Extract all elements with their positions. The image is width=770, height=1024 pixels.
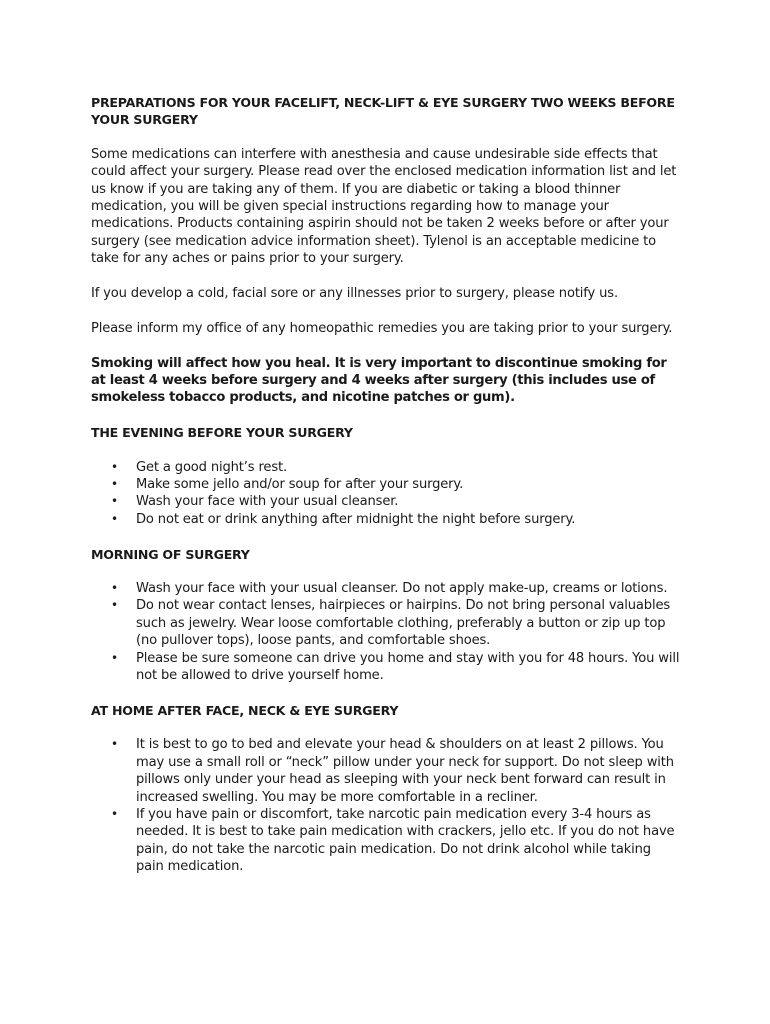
list-item: • Wash your face with your usual cleanser. Do not apply make-up, creams or lotions. xyxy=(91,580,681,597)
list-item: • Get a good night’s rest. xyxy=(91,459,681,476)
section-heading-morning: MORNING OF SURGERY xyxy=(91,546,250,562)
section-heading-preparations: PREPARATIONS FOR YOUR FACELIFT, NECK-LIFT & EYE SURGERY TWO WEEKS BEFORE YOUR SURGERY xyxy=(91,95,675,128)
home-list xyxy=(91,736,681,875)
list-item: • It is best to go to bed and elevate your head & shoulders on at least 2 pillows. You may use a small roll or “neck” pillow under your neck for support. Do not sleep with pillows only under your head as sleeping with your neck bent forward can result in increased swelling. You may be more comfortable in a recliner. xyxy=(91,736,681,806)
section-heading-at-home: AT HOME AFTER FACE, NECK & EYE SURGERY xyxy=(91,702,399,718)
list-item: • Wash your face with your usual cleanser. xyxy=(91,493,681,510)
paragraph-homeopathic: Please inform my office of any homeopathic remedies you are taking prior to your surgery. xyxy=(91,320,673,336)
document-page xyxy=(91,94,681,893)
section-heading-evening: THE EVENING BEFORE YOUR SURGERY xyxy=(91,425,353,441)
list-item: • Do not wear contact lenses, hairpieces or hairpins. Do not bring personal valuables such as jewelry. Wear loose comfortable clothing, preferably a button or zip up top (no pullover tops), loose pants, and comfortable shoes. xyxy=(91,597,681,649)
list-item: • If you have pain or discomfort, take narcotic pain medication every 3-4 hours as needed. It is best to take pain medication with crackers, jello etc. If you do not have pain, do not take the narcotic pain medication. Do not drink alcohol while taking pain medication. xyxy=(91,806,681,876)
paragraph-medications: Some medications can interfere with anesthesia and cause undesirable side effects that could affect your surgery. Please read over the enclosed medication information list and let us know if you are taking any of them. If you are diabetic or taking a blood thinner medication, you will be given special instructions regarding how to manage your medications. Products containing aspirin should not be taken 2 weeks before or after your surgery (see medication advice information sheet). Tylenol is an acceptable medicine to take for any aches or pains prior to your surgery. xyxy=(91,146,677,267)
morning-list xyxy=(91,580,681,684)
list-item: • Do not eat or drink anything after midnight the night before surgery. xyxy=(91,511,681,528)
list-item: • Please be sure someone can drive you home and stay with you for 48 hours. You will not be allowed to drive yourself home. xyxy=(91,650,681,685)
list-item: • Make some jello and/or soup for after your surgery. xyxy=(91,476,681,493)
paragraph-smoking-warning: Smoking will affect how you heal. It is very important to discontinue smoking for at least 4 weeks before surgery and 4 weeks after surgery (this includes use of smokeless tobacco products, and nicotine patches or gum). xyxy=(91,355,667,406)
evening-list xyxy=(91,459,681,529)
paragraph-illness: If you develop a cold, facial sore or any illnesses prior to surgery, please notify us. xyxy=(91,286,618,302)
